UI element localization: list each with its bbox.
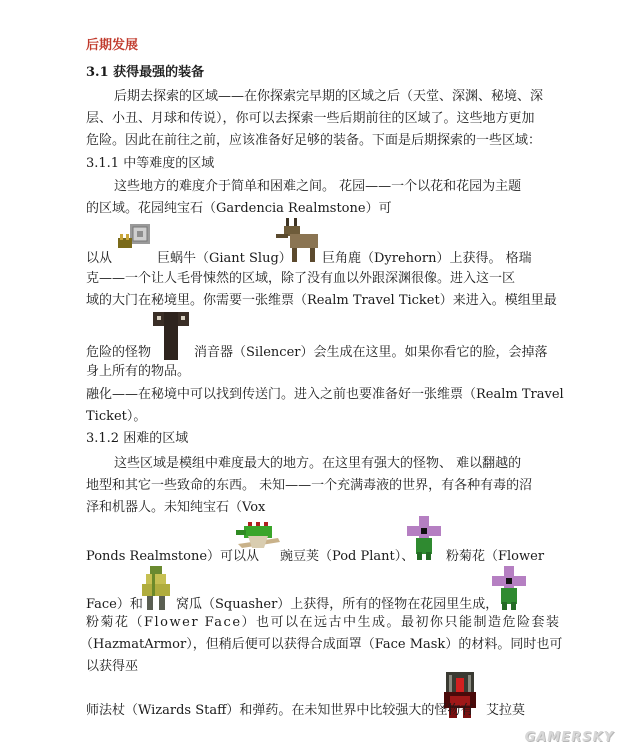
heading-3-1-2: 3.1.2 困难的区域 bbox=[86, 431, 189, 446]
para-medium-line1: 这些地方的难度介于简单和困难之间。 花园——一个以花和花园为主题 bbox=[114, 179, 522, 194]
para-hazmat-line2: （HazmatArmor），但稍后便可以获得合成面罩（Face Mask）的材料。同时也可 bbox=[80, 637, 563, 652]
line-wizard-b: 艾拉莫 bbox=[486, 703, 526, 718]
para-intro-line2: 层、小丑、月球和传说），你可以去探索一些后期前往的区域了。这些地方更加 bbox=[86, 111, 535, 126]
para-hard-line3: 泽和机器人。未知纯宝石（Vox bbox=[86, 500, 266, 515]
para-melt-line1: 身上所有的物品。 bbox=[86, 364, 191, 379]
heading-3-1-1: 3.1.1 中等难度的区域 bbox=[86, 156, 215, 171]
para-medium-line2: 的区域。花园纯宝石（Gardencia Realmstone）可 bbox=[86, 201, 392, 216]
para-gorc-line1: 克——一个让人毛骨悚然的区域，除了没有血以外跟深渊很像。进入这一区 bbox=[86, 271, 516, 286]
line-slug-b: 巨蜗牛（Giant Slug） bbox=[157, 251, 292, 266]
line-wizard-a: 师法杖（Wizards Staff）和弹药。在未知世界中比较强大的怪物有 bbox=[86, 703, 474, 718]
line-squasher-a: Face）和 bbox=[86, 597, 143, 612]
line-silencer-b: 消音器（Silencer）会生成在这里。如果你看它的脸，会掉落 bbox=[194, 345, 548, 360]
para-hard-line1: 这些区域是模组中难度最大的地方。在这里有强大的怪物、 难以翻越的 bbox=[114, 456, 522, 471]
para-hazmat-line1: 粉菊花（Flower Face）也可以在远古中生成。最初你只能制造危险套装 bbox=[86, 615, 561, 630]
heading-3-1: 3.1 获得最强的装备 bbox=[86, 65, 205, 80]
line-slug-a: 以从 bbox=[86, 251, 113, 266]
para-melt-line3: Ticket）。 bbox=[86, 409, 147, 424]
squasher-icon bbox=[142, 566, 170, 610]
line-squasher-b: 窝瓜（Squasher）上获得，所有的怪物在花园里生成， bbox=[176, 597, 499, 612]
section-title: 后期发展 bbox=[86, 38, 139, 53]
pod-plant-icon bbox=[234, 522, 280, 550]
para-hazmat-line3: 以获得巫 bbox=[86, 659, 139, 674]
para-gorc-line2: 域的大门在秘境里。你需要一张维票（Realm Travel Ticket）来进入。模组里最 bbox=[86, 293, 557, 308]
line-slug-c: 巨角鹿（Dyrehorn）上获得。 格瑞 bbox=[322, 251, 532, 266]
line-silencer-a: 危险的怪物 bbox=[86, 345, 152, 360]
watermark-logo: GAMERSKY bbox=[524, 730, 614, 745]
para-hard-line2: 地型和其它一些致命的东西。 未知——一个充满毒液的世界，有各种有毒的沼 bbox=[86, 478, 533, 493]
silencer-icon bbox=[153, 312, 189, 360]
giant-slug-icon bbox=[118, 224, 152, 250]
para-intro-line1: 后期去探索的区域——在你探索完早期的区域之后（天堂、深渊、秘境、深 bbox=[114, 89, 544, 104]
line-pod-c: 粉菊花（Flower bbox=[446, 549, 545, 564]
line-pod-b: 豌豆荚（Pod Plant）、 bbox=[280, 549, 415, 564]
line-pod-a: Ponds Realmstone）可以从 bbox=[86, 549, 260, 564]
para-melt-line2: 融化——在秘境中可以找到传送门。进入之前也要准备好一张维票（Realm Travel bbox=[86, 387, 564, 402]
para-intro-line3: 危险。因此在前往之前，应该准备好足够的装备。下面是后期探索的一些区域： bbox=[86, 133, 542, 148]
